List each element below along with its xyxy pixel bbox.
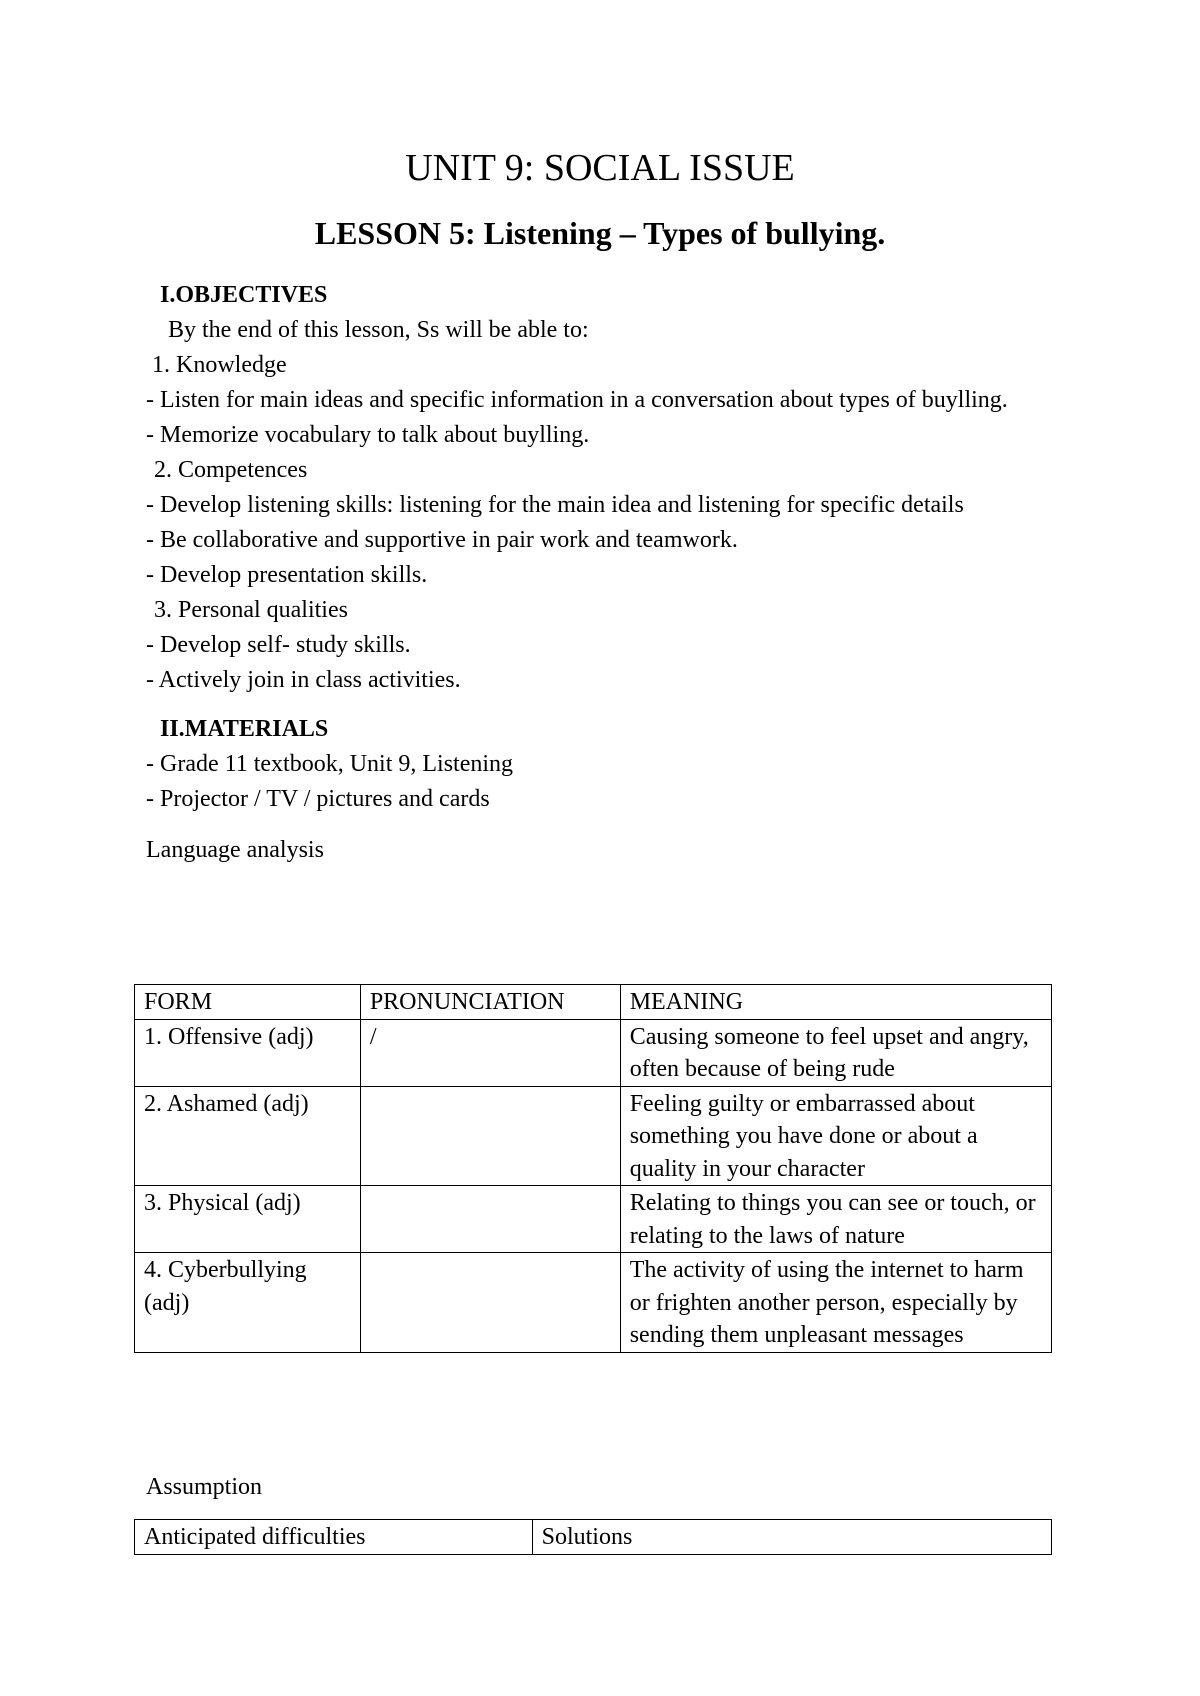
knowledge-item: - Memorize vocabulary to talk about buylling.	[146, 422, 590, 448]
page-title: UNIT 9: SOCIAL ISSUE	[405, 147, 795, 189]
assumption-table	[134, 1519, 1052, 1555]
lesson-body	[146, 278, 1066, 868]
meaning-cell: The activity of using the internet to harm or frighten another person, especially by sending them unpleasant messages	[620, 1253, 1051, 1353]
table-row	[135, 1019, 1052, 1086]
pronunciation-cell	[360, 1186, 620, 1253]
table-row	[135, 1186, 1052, 1253]
pronunciation-cell: /	[360, 1019, 620, 1086]
header-solutions: Solutions	[532, 1520, 1051, 1555]
form-cell: 4. Cyberbullying (adj)	[135, 1253, 361, 1353]
competences-item: - Develop listening skills: listening for the main idea and listening for specific details	[146, 492, 964, 518]
table-row	[135, 1253, 1052, 1353]
meaning-cell: Causing someone to feel upset and angry, often because of being rude	[620, 1019, 1051, 1086]
table-row	[135, 1086, 1052, 1186]
language-analysis-table	[134, 984, 1052, 1353]
competences-item: - Develop presentation skills.	[146, 562, 428, 588]
header-pronunciation: PRONUNCIATION	[360, 985, 620, 1020]
knowledge-item: - Listen for main ideas and specific information in a conversation about types of buylling.	[146, 387, 1008, 413]
header-meaning: MEANING	[620, 985, 1051, 1020]
meaning-cell: Feeling guilty or embarrassed about something you have done or about a quality in your character	[620, 1086, 1051, 1186]
competences-item: - Be collaborative and supportive in pair work and teamwork.	[146, 527, 738, 553]
knowledge-label: 1. Knowledge	[152, 352, 287, 378]
header-difficulties: Anticipated difficulties	[135, 1520, 533, 1555]
assumption-label: Assumption	[146, 1474, 263, 1500]
materials-item: - Grade 11 textbook, Unit 9, Listening	[146, 751, 514, 777]
form-cell: 3. Physical (adj)	[135, 1186, 361, 1253]
header-form: FORM	[135, 985, 361, 1020]
lesson-subtitle: LESSON 5: Listening – Types of bullying.	[314, 215, 886, 251]
form-cell: 1. Offensive (adj)	[135, 1019, 361, 1086]
language-analysis-label: Language analysis	[146, 837, 324, 863]
qualities-item: - Develop self- study skills.	[146, 632, 411, 658]
objectives-heading: I.OBJECTIVES	[160, 282, 328, 308]
pronunciation-cell	[360, 1086, 620, 1186]
objectives-intro: By the end of this lesson, Ss will be able to:	[168, 317, 589, 343]
materials-heading: II.MATERIALS	[160, 716, 329, 742]
table-header-row	[135, 1520, 1052, 1555]
form-cell: 2. Ashamed (adj)	[135, 1086, 361, 1186]
table-header-row	[135, 985, 1052, 1020]
pronunciation-cell	[360, 1253, 620, 1353]
meaning-cell: Relating to things you can see or touch, or relating to the laws of nature	[620, 1186, 1051, 1253]
competences-label: 2. Competences	[154, 457, 308, 483]
materials-item: - Projector / TV / pictures and cards	[146, 786, 490, 812]
qualities-item: - Actively join in class activities.	[146, 667, 461, 693]
qualities-label: 3. Personal qualities	[154, 597, 348, 623]
